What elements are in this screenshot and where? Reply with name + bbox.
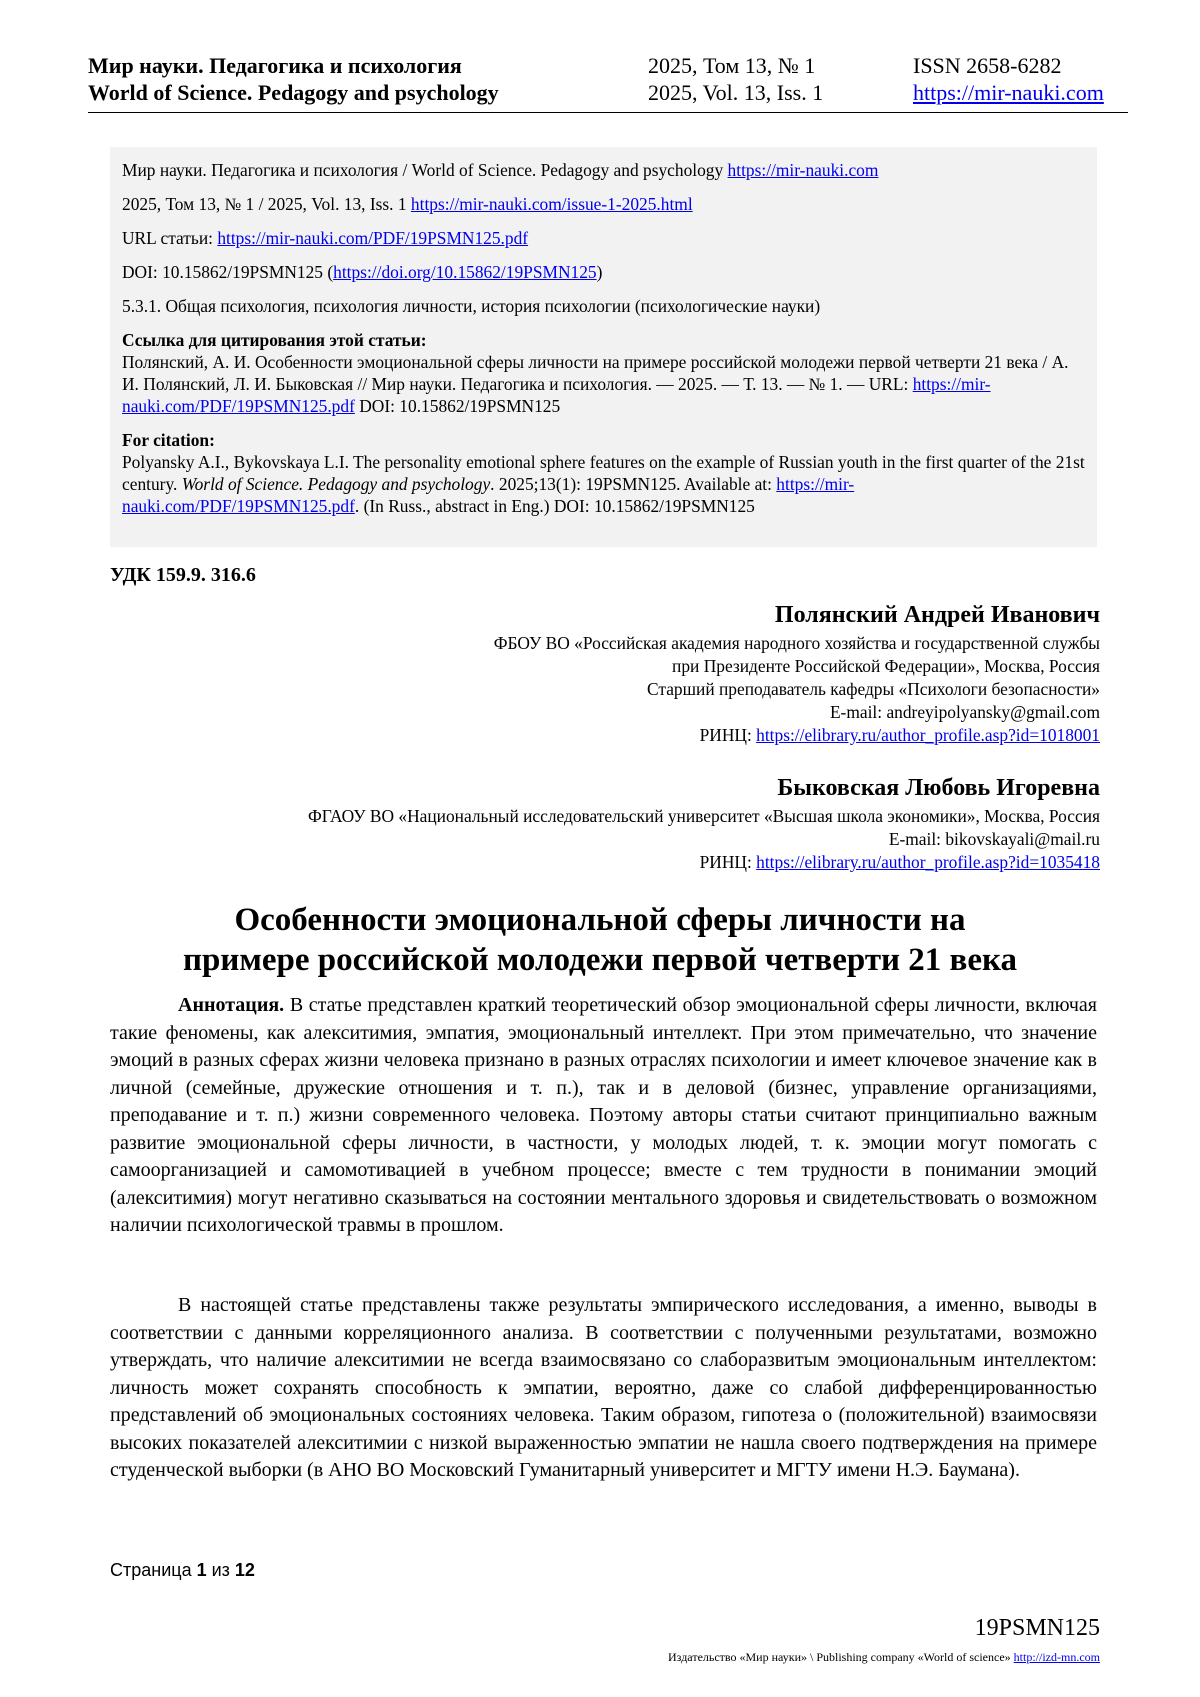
cite-en-heading: For citation:	[122, 430, 215, 450]
author-rinc-1	[494, 724, 1100, 747]
info-url-line	[122, 227, 1085, 249]
author-rinc-link-1[interactable]: https://elibrary.ru/author_profile.asp?id=1018001	[756, 725, 1100, 745]
info-journal-line	[122, 159, 1085, 181]
cite-ru-body	[122, 351, 1085, 417]
author-name-1: Полянский Андрей Иванович	[774, 602, 1100, 628]
abstract-paragraph-1	[110, 992, 1097, 1240]
rinc-label-2: РИНЦ:	[699, 852, 757, 872]
info-doi-close: )	[596, 262, 603, 282]
page-current: 1	[196, 1560, 207, 1580]
article-title-line1: Особенности эмоциональной сферы личности на	[234, 902, 966, 938]
udk-code: УДК 159.9. 316.6	[110, 564, 256, 586]
page-of: из	[206, 1560, 235, 1580]
article-code: 19PSMN125	[974, 1615, 1100, 1641]
cite-ru-text: Полянский, А. И. Особенности эмоциональной сферы личности на примере российской молодежи первой четверти 21 века / А. И. Полянский, Л. И. Быковская // Мир науки. Педагогика и психология. — 2025. — Т. 13. — № 1. — URL:	[122, 352, 1069, 394]
info-doi-link[interactable]: https://doi.org/10.15862/19PSMN125	[333, 262, 597, 282]
author-affiliation-2: ФГАОУ ВО «Национальный исследовательский университет «Высшая школа экономики», Москва, Россия	[308, 806, 1100, 826]
journal-title-ru: Мир науки. Педагогика и психология	[88, 53, 462, 78]
cite-ru-heading: Ссылка для цитирования этой статьи:	[122, 330, 427, 350]
author-block-1	[494, 600, 1100, 747]
author-rinc-2	[308, 851, 1100, 874]
cite-ru-link[interactable]: https://mir-nauki.com/PDF/19PSMN125.pdf	[122, 374, 991, 416]
info-journal-link[interactable]: https://mir-nauki.com	[727, 160, 879, 180]
info-issue-link[interactable]: https://mir-nauki.com/issue-1-2025.html	[410, 194, 693, 214]
rinc-label-1: РИНЦ:	[699, 725, 757, 745]
author-name-2: Быковская Любовь Игоревна	[777, 775, 1100, 801]
cite-en-link[interactable]: https://mir-nauki.com/PDF/19PSMN125.pdf	[122, 474, 855, 516]
journal-site-link[interactable]: https://mir-nauki.com	[913, 80, 1104, 105]
journal-title	[88, 52, 499, 106]
cite-en-tail: . (In Russ., abstract in Eng.) DOI: 10.15862/19PSMN125	[354, 496, 755, 516]
abstract-lead: Аннотация.	[178, 994, 285, 1016]
publisher-line	[668, 1650, 1100, 1665]
info-issue-text: 2025, Том 13, № 1 / 2025, Vol. 13, Iss. 1	[122, 194, 411, 214]
cite-en-journal: World of Science. Pedagogy and psychology	[181, 474, 491, 494]
author-position-1: Старший преподаватель кафедры «Психологи безопасности»	[647, 679, 1100, 699]
info-journal-text: Мир науки. Педагогика и психология / World of Science. Pedagogy and psychology	[122, 160, 728, 180]
page-label: Страница	[110, 1560, 197, 1580]
author-affiliation-1a: ФБОУ ВО «Российская академия народного хозяйства и государственной службы	[493, 633, 1100, 653]
info-url-label: URL статьи:	[122, 228, 218, 248]
page-number	[110, 1560, 255, 1581]
issue-ru: 2025, Том 13, № 1	[648, 53, 816, 78]
info-doi-text: DOI: 10.15862/19PSMN125 (	[122, 262, 334, 282]
abstract-text-1: В статье представлен краткий теоретический обзор эмоциональной сферы личности, включая такие феномены, как алекситимия, эмпатия, эмоциональный интеллект. При этом примечательно, что значение эмоций в разных сферах жизни человека признано в разных отраслях психологии и имеет ключевое значение как в личной (семейные, дружеские отношения и т. п.), так и в деловой (бизнес, управление организациями, преподавание и т. п.) жизни современного человека. Поэтому авторы статьи считают принципиально важным развитие эмоциональной сферы личности, в частности, у молодых людей, т. к. эмоции могут помогать с самоорганизацией и самомотивацией в учебном процессе; вместе с тем трудности в понимании эмоций (алекситимия) могут негативно сказываться на состоянии ментального здоровья и свидетельствовать о возможном наличии психологической травмы в прошлом.	[110, 994, 1097, 1236]
running-header	[88, 52, 1128, 113]
author-affiliation-1b: при Президенте Российской Федерации», Москва, Россия	[672, 656, 1100, 676]
info-doi-line	[122, 261, 1085, 283]
author-email-1: E-mail: andreyipolyansky@gmail.com	[829, 702, 1100, 722]
article-title	[100, 900, 1100, 980]
issue-en: 2025, Vol. 13, Iss. 1	[648, 80, 824, 105]
author-block-2	[308, 773, 1100, 874]
issn: ISSN 2658-6282	[913, 53, 1062, 78]
author-rinc-link-2[interactable]: https://elibrary.ru/author_profile.asp?id=1035418	[756, 852, 1100, 872]
info-article-url-link[interactable]: https://mir-nauki.com/PDF/19PSMN125.pdf	[217, 228, 529, 248]
cite-ru-tail: DOI: 10.15862/19PSMN125	[354, 396, 561, 416]
issn-block	[913, 52, 1104, 106]
info-issue-line	[122, 193, 1085, 215]
publisher-text: Издательство «Мир науки» \ Publishing company «World of science»	[668, 1650, 1014, 1664]
abstract-paragraph-2: В настоящей статье представлены также результаты эмпирического исследования, а именно, выводы в соответствии с данными корреляционного анализа. В соответствии с полученными результатами, возможно утверждать, что наличие алекситимии не всегда взаимосвязано со слаборазвитым эмоциональным интеллектом: личность может сохранять способность к эмпатии, вероятно, даже со слабой дифференцированностью представлений об эмоциональных состояниях человека. Таким образом, гипотеза о (положительной) взаимосвязи высоких показателей алекситимии с низкой выраженностью эмпатии не нашла своего подтверждения на примере студенческой выборки (в АНО ВО Московский Гуманитарный университет и МГТУ имени Н.Э. Баумана).	[110, 1294, 1097, 1481]
page-total: 12	[234, 1560, 255, 1580]
publisher-link[interactable]: http://izd-mn.com	[1013, 1650, 1100, 1664]
cite-en-text: Polyansky A.I., Bykovskaya L.I. The personality emotional sphere features on the example of Russian youth in the first quarter of the 21st century.	[122, 452, 1085, 494]
article-info-box	[110, 147, 1097, 547]
cite-en-text2: . 2025;13(1): 19PSMN125. Available at:	[490, 474, 777, 494]
issue-info	[648, 52, 823, 106]
cite-en-body	[122, 451, 1085, 517]
info-specialty: 5.3.1. Общая психология, психология личности, история психологии (психологические науки)	[122, 296, 821, 316]
author-email-2: E-mail: bikovskayali@mail.ru	[888, 829, 1100, 849]
journal-title-en: World of Science. Pedagogy and psychology	[88, 80, 499, 105]
article-title-line2: примере российской молодежи первой четверти 21 века	[182, 942, 1018, 978]
